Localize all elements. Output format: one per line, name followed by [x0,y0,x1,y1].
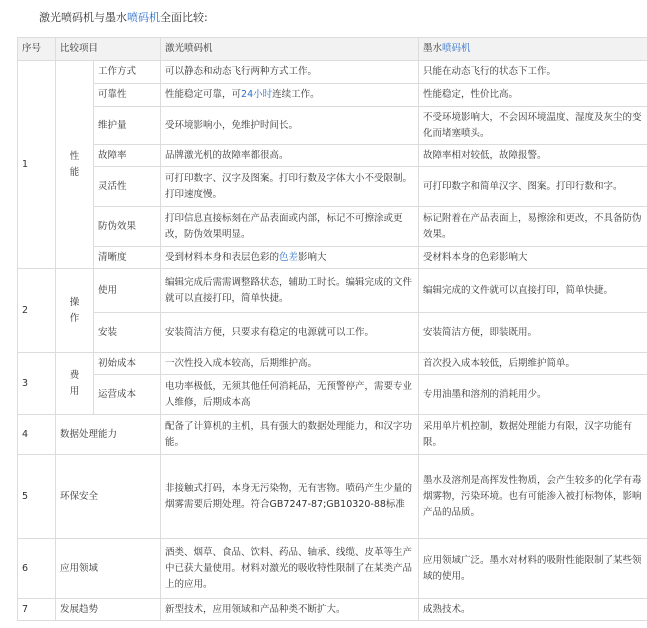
page-title: 激光喷码机与墨水喷码机全面比较: [39,11,208,24]
table-row [18,539,647,599]
group-category: 操 作 [56,269,94,353]
row-item: 可靠性 [94,84,161,107]
group-number: 4 [18,415,56,455]
row-ink: 专用油墨和溶剂的消耗用少。 [419,375,647,415]
table-row [18,84,647,107]
row-item: 发展趋势 [56,599,161,621]
table-header-row [18,38,647,61]
row-laser: 可打印数字、汉字及图案。打印行数及字体大小不受限制。打印速度慢。 [161,167,419,207]
row-item: 初始成本 [94,353,161,375]
group-number: 1 [18,61,56,269]
group-number: 5 [18,455,56,539]
row-laser: 非接触式打码，本身无污染物，无有害物。喷码产生少量的烟雾需要后期处理。符合GB7247-87;GB10320-88标准 [161,455,419,539]
row-ink: 墨水及溶剂是高挥发性物质，会产生较多的化学有毒烟雾物，污染环境。也有可能渗入被打标物体，影响产品的品质。 [419,455,647,539]
row-ink: 不受环境影响大，不会因环境温度、湿度及灰尘的变化而堵塞喷头。 [419,107,647,145]
title-link-inkjet[interactable]: 喷码机 [127,11,160,24]
row-item: 清晰度 [94,247,161,269]
row-ink: 标记附着在产品表面上，易擦涂和更改，不具备防伪效果。 [419,207,647,247]
row-ink: 受材料本身的色彩影响大 [419,247,647,269]
table-row [18,313,647,353]
header-ink: 墨水喷码机 [419,38,647,61]
table-row [18,167,647,207]
header-ink-link[interactable]: 喷码机 [442,43,471,54]
row-ink: 首次投入成本较低，后期维护简单。 [419,353,647,375]
row-laser: 性能稳定可靠，可24小时连续工作。 [161,84,419,107]
row-item: 灵活性 [94,167,161,207]
row-ink: 采用单片机控制，数据处理能力有限，汉字功能有限。 [419,415,647,455]
group-category: 费 用 [56,353,94,415]
row-laser: 一次性投入成本较高，后期维护高。 [161,353,419,375]
table-row [18,145,647,167]
row-laser: 电功率极低，无须其他任何消耗品，无预警停产，需要专业人维修，后期成本高 [161,375,419,415]
row-ink: 故障率相对较低，故障报警。 [419,145,647,167]
row-ink: 安装简洁方便，即装既用。 [419,313,647,353]
row-laser: 新型技术，应用领域和产品种类不断扩大。 [161,599,419,621]
table-row [18,415,647,455]
row-ink: 编辑完成的文件就可以直接打印，简单快捷。 [419,269,647,313]
row-item: 故障率 [94,145,161,167]
header-no: 序号 [18,38,56,61]
table-row [18,455,647,539]
header-item: 比较项目 [56,38,161,61]
row-laser: 受环境影响小，免维护时间长。 [161,107,419,145]
row-ink: 成熟技术。 [419,599,647,621]
table-row [18,353,647,375]
row-laser: 可以静态和动态飞行两种方式工作。 [161,61,419,84]
table-row [18,247,647,269]
comparison-table [17,37,647,621]
group-category: 性 能 [56,61,94,269]
color-diff-link[interactable]: 色差 [279,251,299,263]
row-laser: 受到材料本身和表层色彩的色差影响大 [161,247,419,269]
row-ink: 应用领域广泛。墨水对材料的吸附性能限制了某些领域的使用。 [419,539,647,599]
table-row [18,599,647,621]
row-item: 使用 [94,269,161,313]
group-number: 2 [18,269,56,353]
table-row [18,375,647,415]
table-row [18,107,647,145]
group-number: 6 [18,539,56,599]
row-laser: 安装简洁方便，只要求有稳定的电源就可以工作。 [161,313,419,353]
table-row [18,207,647,247]
row-item: 防伪效果 [94,207,161,247]
header-laser: 激光喷码机 [161,38,419,61]
table-row [18,269,647,313]
row-item: 运营成本 [94,375,161,415]
row-laser: 配备了计算机的主机，具有强大的数据处理能力，和汉字功能。 [161,415,419,455]
hours-link[interactable]: 24小时 [241,89,273,100]
row-laser: 编辑完成后需需调整路状态，辅助工时长。编辑完成的文件就可以直接打印，简单快捷。 [161,269,419,313]
row-ink: 可打印数字和简单汉字、图案。打印行数和字。 [419,167,647,207]
row-laser: 品牌激光机的故障率都很高。 [161,145,419,167]
row-item: 应用领域 [56,539,161,599]
row-item: 环保安全 [56,455,161,539]
group-number: 3 [18,353,56,415]
group-number: 7 [18,599,56,621]
row-item: 工作方式 [94,61,161,84]
row-laser: 打印信息直接标刻在产品表面或内部，标记不可擦涂或更改，防伪效果明显。 [161,207,419,247]
table-row [18,61,647,84]
row-item: 维护量 [94,107,161,145]
row-laser: 酒类、烟草、食品、饮料、药品、轴承、线缆、皮革等生产中已获大量使用。材料对激光的吸收特性限制了在某类产品上的应用。 [161,539,419,599]
row-ink: 性能稳定，性价比高。 [419,84,647,107]
row-item: 安装 [94,313,161,353]
row-item: 数据处理能力 [56,415,161,455]
row-ink: 只能在动态飞行的状态下工作。 [419,61,647,84]
